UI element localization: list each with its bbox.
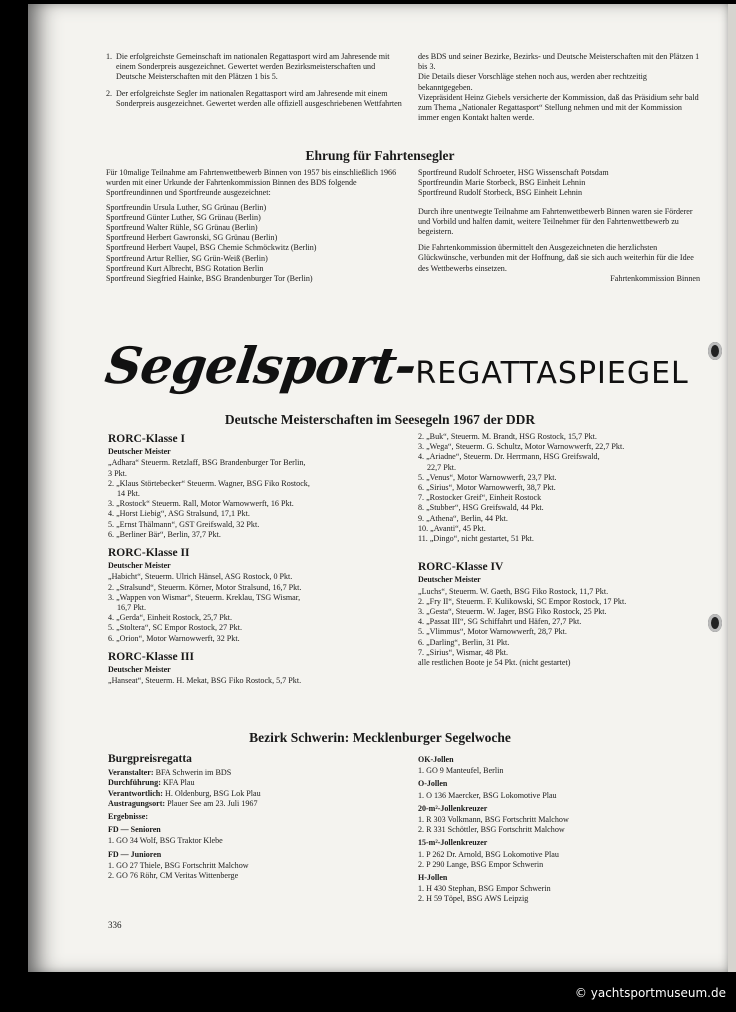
result-line: 2. GO 76 Röhr, CM Veritas Wittenberge	[108, 871, 239, 881]
result-line: „Luchs“, Steuerm. W. Gaeth, BSG Fiko Rostock, 11,7 Pkt.	[418, 586, 609, 596]
result-line: 1. H 430 Stephan, BSG Empor Schwerin	[418, 884, 551, 894]
k3-subheading: Deutscher Meister	[108, 665, 171, 675]
ehrung-title: Ehrung für Fahrtensegler	[305, 148, 455, 163]
result-line: „Habicht“, Steuerm. Ulrich Hänsel, ASG Rostock, 0 Pkt.	[108, 572, 293, 582]
binder-hole-bottom	[708, 614, 722, 632]
magazine-page	[28, 4, 732, 972]
result-line: 1. O 136 Maercker, BSG Lokomotive Plau	[418, 790, 557, 800]
binder-hole-top	[708, 342, 722, 360]
result-line: 8. „Stubber“, HSG Greifswald, 44 Pkt.	[418, 503, 544, 513]
k3-results-continued	[418, 432, 708, 544]
result-line: 4. „Ariadne“, Steuerm. Dr. Herrmann, HSG Greifswald,	[418, 452, 600, 462]
result-line: 4. „Gerda“, Einheit Rostock, 25,7 Pkt.	[108, 613, 233, 623]
regatta-detail-row	[108, 799, 408, 809]
result-group-heading: H-Jollen	[418, 873, 448, 883]
honoree-name: Sportfreund Günter Luther, SG Grünau (Berlin)	[106, 212, 261, 222]
result-group-heading: OK-Jollen	[418, 755, 454, 764]
regatta-detail-value: BFA Schwerin im BDS	[153, 768, 232, 778]
ehrung-signature: Fahrtenkommission Binnen	[610, 273, 700, 283]
result-line: 3. „Gesta“, Steuerm. W. Jager, BSG Fiko Rostock, 25 Pkt.	[418, 607, 607, 617]
watermark: © yachtsportmuseum.de	[574, 986, 726, 1000]
intro-item	[106, 89, 406, 109]
honoree-name: Sportfreund Kurt Albrecht, BSG Rotation Berlin	[106, 263, 264, 273]
dm-title: Deutsche Meisterschaften im Seesegeln 1967 der DDR	[224, 412, 536, 427]
k1-subheading: Deutscher Meister	[108, 447, 171, 457]
result-line: „Adhara“ Steuerm. Retzlaff, BSG Brandenburger Tor Berlin,	[108, 458, 306, 468]
regatta-detail-value: H. Oldenburg, BSG Lok Plau	[163, 788, 261, 798]
result-line: alle restlichen Boote je 54 Pkt. (nicht gestartet)	[418, 658, 571, 668]
k2-title: RORC-Klasse II	[108, 547, 190, 560]
regatta-detail-row	[108, 768, 408, 778]
k1-title: RORC-Klasse I	[108, 433, 185, 445]
ehrung-right-names	[418, 168, 700, 199]
results-right-groups	[418, 755, 708, 905]
results-left-groups	[108, 825, 408, 881]
ehrung-paragraph-2: Die Fahrtenkommission übermittelt den Ausgezeichneten die herzlichsten Glückwünsche, verbunden mit der Hoffnung, daß sie sich auch weiterhin für die Idee des Wettbewerbs einsetzen.	[418, 243, 694, 273]
dm-right-column	[418, 432, 708, 668]
result-group-heading: 20-m²-Jollenkreuzer	[418, 803, 488, 813]
regatta-detail-key: Durchführung:	[108, 778, 161, 788]
result-line: 3. „Wappen von Wismar“, Steuerm. Kreklau, TSG Wismar,	[108, 592, 301, 602]
k3-results	[108, 676, 408, 686]
honoree-name: Sportfreundin Ursula Luther, SG Grünau (Berlin)	[106, 202, 267, 212]
honoree-name: Sportfreund Artur Rellier, SG Grün-Weiß (Berlin)	[106, 253, 268, 263]
result-line: 7. „Rostocker Greif“, Einheit Rostock	[418, 493, 542, 503]
result-line: 6. „Sirius“, Motor Warnowwerft, 38,7 Pkt.	[418, 483, 556, 493]
result-line: 10. „Avanti“, 45 Pkt.	[418, 523, 486, 533]
result-line: 1. GO 9 Manteufel, Berlin	[418, 766, 504, 776]
regatta-detail-value: Plauer See am 23. Juli 1967	[165, 798, 258, 808]
intro-right-paragraph: Die Details dieser Vorschläge stehen noch aus, werden aber rechtzeitig bekanntgegeben.	[418, 72, 647, 92]
k1-results	[108, 458, 408, 540]
result-line: 2. „Buk“, Steuerm. M. Brandt, HSG Rostock, 15,7 Pkt.	[418, 432, 597, 441]
honoree-name: Sportfreund Herbert Gawronski, SG Grünau (Berlin)	[106, 233, 278, 243]
result-line: 1. GO 27 Thiele, BSG Fortschritt Malchow	[108, 860, 249, 870]
result-line: 2. „Klaus Störtebecker“ Steuerm. Wagner, BSG Fiko Rostock,	[108, 478, 310, 488]
intro-item	[106, 52, 406, 83]
ergebnisse-label: Ergebnisse:	[108, 812, 148, 822]
honoree-name: Sportfreund Siegfried Hainke, BSG Brandenburger Tor (Berlin)	[106, 274, 313, 284]
regattaspiegel-banner	[101, 336, 689, 395]
result-line: 9. „Athena“, Berlin, 44 Pkt.	[418, 513, 508, 523]
result-line: 16,7 Pkt.	[117, 603, 147, 613]
regatta-detail-key: Verantwortlich:	[108, 788, 163, 798]
result-line: 3. „Wega“, Steuerm. G. Schultz, Motor Warnowwerft, 22,7 Pkt.	[418, 442, 625, 452]
honoree-name: Sportfreund Walter Rühle, SG Grünau (Berlin)	[106, 223, 258, 233]
ehrung-intro: Für 10malige Teilnahme am Fahrtenwettbewerb Binnen von 1957 bis einschließlich 1966 wurden mit einer Urkunde der Fahrtenkommission Binnen des BDS folgende Sportfreundinnen und Sportfreunde ausgezeichnet:	[106, 168, 397, 198]
result-line: 6. „Berliner Bär“, Berlin, 37,7 Pkt.	[108, 529, 221, 539]
ehrung-left-column	[106, 168, 406, 284]
result-line: 1. R 303 Volkmann, BSG Fortschritt Malchow	[418, 815, 569, 825]
page-edge	[728, 4, 736, 972]
schwerin-right-column	[418, 752, 708, 905]
result-line: 1. GO 34 Wolf, BSG Traktor Klebe	[108, 836, 223, 846]
regatta-detail-value: KFA Plau	[160, 778, 195, 788]
intro-right-column	[418, 52, 700, 123]
intro-item-number: 2.	[106, 88, 113, 98]
intro-item-number: 1.	[106, 52, 113, 61]
result-line: „Hanseat“, Steuerm. H. Mekat, BSG Fiko Rostock, 5,7 Pkt.	[108, 676, 302, 686]
intro-item-text: Die erfolgreichste Gemeinschaft im nationalen Regattasport wird am Jahresende mit einem Sonderpreis ausgezeichnet. Gewertet werden Bezirksmeisterschaften und Deutsche Meisterschaften mit den Plätzen 1 bis 5.	[116, 52, 390, 82]
regatta-details	[108, 768, 408, 809]
intro-right-paragraph: Vizepräsident Heinz Giebels versicherte der Kommission, daß das Präsidium sehr bald zum Thema „Nationaler Regattasport“ Stellung nehmen und mit der Kommission immer engen Kontakt halten werde.	[418, 92, 699, 123]
result-line: 2. H 59 Töpel, BSG AWS Leipzig	[418, 894, 529, 904]
schwerin-left-column	[108, 754, 408, 881]
banner-script-text: Segelsport-	[101, 336, 420, 395]
result-line: 14 Pkt.	[117, 489, 140, 499]
intro-item-text: Der erfolgreichste Segler im nationalen Regattasport wird am Jahresende mit einem Sonderpreis ausgezeichnet. Gewertet werden alle offiziell ausgeschriebenen Wettfahrten	[116, 88, 402, 108]
result-line: 4. „Passat III“, SG Schiffahrt und Häfen, 27,7 Pkt.	[418, 617, 582, 627]
result-group-heading: 15-m²-Jollenkreuzer	[418, 838, 488, 848]
result-group-heading: FD — Junioren	[108, 849, 162, 859]
result-line: 5. „Stoltera“, SC Empor Rostock, 27 Pkt.	[108, 623, 242, 633]
result-line: 2. „Stralsund“, Steuerm. Körner, Motor Stralsund, 16,7 Pkt.	[108, 582, 302, 592]
intro-left-column	[106, 52, 406, 115]
result-line: 11. „Dingo“, nicht gestartet, 51 Pkt.	[418, 534, 534, 544]
k2-subheading: Deutscher Meister	[108, 561, 171, 571]
honoree-name: Sportfreund Herbert Vaupel, BSG Chemie Schmöckwitz (Berlin)	[106, 243, 317, 253]
result-line: 3 Pkt.	[108, 468, 127, 478]
result-line: 3. „Rostock“ Steuerm. Rall, Motor Warnowwerft, 16 Pkt.	[108, 499, 294, 509]
regatta-detail-row	[108, 778, 408, 788]
result-line: 2. P 290 Lange, BSG Empor Schwerin	[418, 859, 544, 869]
honoree-name: Sportfreundin Marie Storbeck, BSG Einheit Lehnin	[418, 178, 586, 188]
page-number: 336	[108, 920, 122, 930]
ehrung-paragraph-1: Durch ihre unentwegte Teilnahme am Fahrtenwettbewerb Binnen waren sie Förderer und Vorbild und halfen damit, weitere Teilnehmer für den Fahrtenwettbewerb zu begeistern.	[418, 206, 693, 237]
result-line: 2. „Fry II“, Steuerm. F. Kulikowski, SC Empor Rostock, 17 Pkt.	[418, 596, 627, 606]
result-line: 4. „Horst Liebig“, ASG Stralsund, 17,1 Pkt.	[108, 509, 250, 519]
burgpreis-title: Burgpreisregatta	[108, 753, 192, 765]
result-line: 5. „Ernst Thälmann“, GST Greifswald, 32 Pkt.	[108, 519, 260, 529]
result-line: 22,7 Pkt.	[427, 462, 457, 472]
result-line: 6. „Darling“, Berlin, 31 Pkt.	[418, 637, 510, 647]
k3-title: RORC-Klasse III	[108, 650, 194, 663]
regatta-detail-key: Austragungsort:	[108, 798, 166, 808]
dm-left-column	[108, 428, 408, 686]
result-line: 6. „Orion“, Motor Warnowwerft, 32 Pkt.	[108, 633, 240, 643]
k4-title: RORC-Klasse IV	[418, 561, 504, 574]
regatta-detail-key: Veranstalter:	[108, 768, 154, 778]
banner-caps-text: REGATTASPIEGEL	[415, 356, 689, 391]
k4-results	[418, 587, 708, 669]
result-line: 7. „Sirius“, Wismar, 48 Pkt.	[418, 647, 509, 657]
result-line: 1. P 262 Dr. Arnold, BSG Lokomotive Plau	[418, 849, 559, 859]
result-line: 5. „Vlimmus“, Motor Warnowwerft, 28,7 Pkt.	[418, 627, 567, 637]
intro-right-paragraph: des BDS und seiner Bezirke, Bezirks- und Deutsche Meisterschaften mit den Plätzen 1 bis 3.	[418, 52, 700, 72]
ehrung-right-column	[418, 168, 700, 284]
honoree-name: Sportfreund Rudolf Storbeck, BSG Einheit Lehnin	[418, 188, 583, 198]
result-line: 2. R 331 Schöttler, BSG Fortschritt Malchow	[418, 825, 565, 835]
regatta-detail-row	[108, 789, 408, 799]
schwerin-title: Bezirk Schwerin: Mecklenburger Segelwoche	[249, 730, 511, 745]
ehrung-left-names	[106, 203, 406, 285]
result-line: 5. „Venus“, Motor Warnowwerft, 23,7 Pkt.	[418, 472, 557, 482]
honoree-name: Sportfreund Rudolf Schroeter, HSG Wissenschaft Potsdam	[418, 168, 609, 177]
result-group-heading: O-Jollen	[418, 779, 448, 789]
k4-subheading: Deutscher Meister	[418, 575, 481, 585]
k2-results	[108, 572, 408, 643]
result-group-heading: FD — Senioren	[108, 825, 161, 835]
